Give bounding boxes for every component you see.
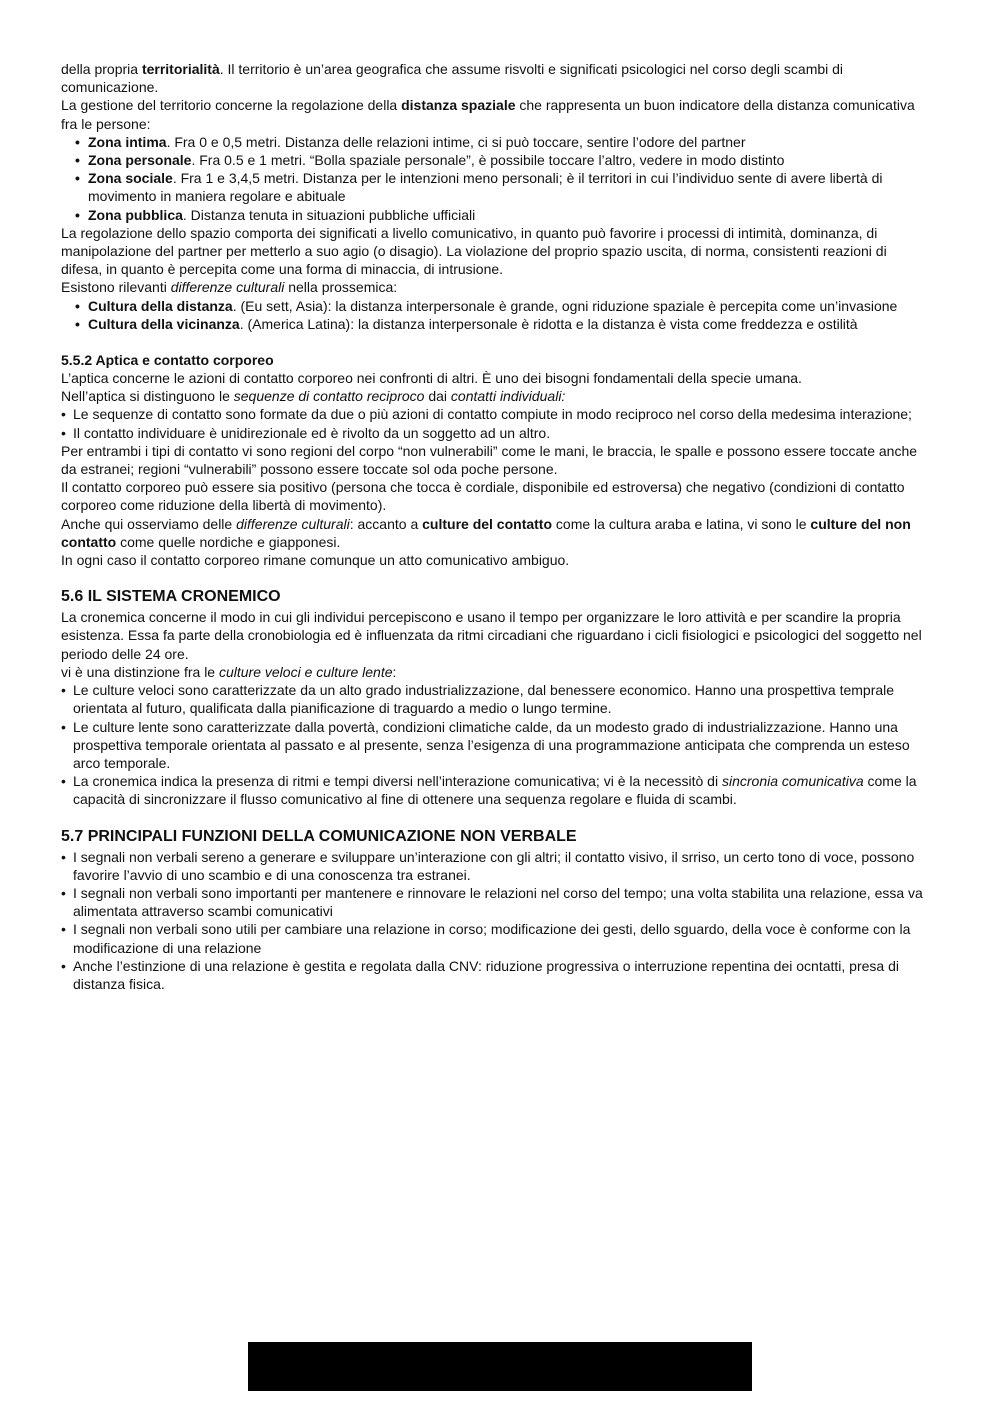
paragraph-space-regulation: La regolazione dello spazio comporta dei significati a livello comunicativo, in quanto può favorire i processi di intimità, dominanza, di manipolazione del partner per metterlo a suo agio (o disagio). La violazione del proprio spazio uscita, di norma, consistenti reazioni di difesa, in quanto è percepita come una forma di minaccia, di intrusione. [61, 224, 887, 278]
document-page [61, 60, 931, 993]
list-item: • Anche l’estinzione di una relazione è gestita e regolata dalla CNV: riduzione progressiva o interruzione repentina dei ocntatti, presa di distanza fisica. [61, 957, 931, 993]
list-item: • I segnali non verbali sereno a generare e sviluppare un’interazione con gli altri; il contatto visivo, il srriso, un certo tono di voce, possono favorire l’avvio di uno scambio e di una conoscenza tra estranei. [61, 848, 931, 884]
functions-list [61, 848, 931, 994]
list-item-cultura-vicinanza: • Cultura della vicinanza. (America Latina): la distanza interpersonale è ridotta e la distanza è vista come freddezza e ostilità [61, 315, 931, 333]
paragraph-cronemica-intro: La cronemica concerne il modo in cui gli individui percepiscono e usano il tempo per organizzare le loro attività e per scandire la propria esistenza. Essa fa parte della cronobiologia ed è influenzata da ritmi circadiani che riguardano i cicli fisiologici e psicologici del soggetto nel periodo delle 24 ore. [61, 609, 922, 662]
paragraph-contact-cultures: Anche qui osserviamo delle differenze culturali: accanto a culture del contatto come la cultura araba e latina, vi sono le culture del non contatto come quelle nordiche e giapponesi. [61, 515, 911, 550]
zone-list [61, 133, 931, 224]
section-heading-5-5-2: 5.5.2 Aptica e contatto corporeo [61, 352, 274, 369]
list-item: • La cronemica indica la presenza di ritmi e tempi diversi nell’interazione comunicativa; vi è la necessitò di sincronia comunicativa come la capacità di sincronizzare il flusso comunicativo al fine di ottenere una sequenza regolare e fluida di scambi. [61, 772, 931, 808]
paragraph-aptica-distinction: Nell’aptica si distinguono le sequenze di contatto reciproco dai contatti individuali: [61, 388, 566, 405]
list-item: • Le culture veloci sono caratterizzate da un alto grado industrializzazione, dal benessere economico. Hanno una prospettiva temprale orientata al futuro, qualificata dalla pianificazione di traguardo a medio o lungo termine. [61, 681, 931, 717]
list-item-zona-intima: • Zona intima. Fra 0 e 0,5 metri. Distanza delle relazioni intime, ci si può toccare, sentire l’odore del partner [61, 133, 931, 151]
list-item-zona-sociale: • Zona sociale. Fra 1 e 3,4,5 metri. Distanza per le intenzioni meno personali; è il territori in cui l’individuo sente di avere libertà di movimento in maniera regolare e abituale [61, 169, 931, 205]
culture-list [61, 297, 931, 333]
paragraph-contact-ambiguous: In ogni caso il contatto corporeo rimane comunque un atto comunicativo ambiguo. [61, 552, 570, 569]
list-item: • I segnali non verbali sono utili per cambiare una relazione in corso; modificazione dei gesti, dello sguardo, della voce è conforme con la modificazione di una relazione [61, 920, 931, 956]
contact-list [61, 405, 931, 441]
paragraph-body-regions: Per entrambi i tipi di contatto vi sono regioni del corpo “non vulnerabili” come le mani, le braccia, le spalle e possono essere toccate anche da estranei; regioni “vulnerabili” possono essere toccate sol oda poche persone. [61, 442, 918, 478]
section-heading-5-6: 5.6 IL SISTEMA CRONEMICO [61, 588, 281, 606]
list-item-zona-personale: • Zona personale. Fra 0.5 e 1 metri. “Bolla spaziale personale”, è possibile toccare l’altro, vedere in modo distinto [61, 151, 931, 169]
footer-black-bar [248, 1342, 752, 1391]
cronemica-list [61, 681, 931, 808]
list-item-zona-pubblica: • Zona pubblica. Distanza tenuta in situazioni pubbliche ufficiali [61, 206, 931, 224]
list-item: • Le culture lente sono caratterizzate dalla povertà, condizioni climatiche calde, da un modesto grado di industrializzazione. Hanno una prospettiva temporale orientata al passato e al presente, senza l’esigenza di una programmazione anticipata che comprenda un esteso arco temporale. [61, 718, 931, 773]
paragraph-territoriality: della propria territorialità. Il territorio è un’area geografica che assume risvolti e significati psicologici nel corso degli scambi di comunicazione. [61, 61, 844, 96]
list-item-cultura-distanza: • Cultura della distanza. (Eu sett, Asia): la distanza interpersonale è grande, ogni riduzione spaziale è percepita come un’invasione [61, 297, 931, 315]
paragraph-contact-valence: Il contatto corporeo può essere sia positivo (persona che tocca è cordiale, disponibile ed estroversa) che negativo (condizioni di contatto corporeo come riduzione della libertà di movimento). [61, 479, 905, 514]
list-item: • I segnali non verbali sono importanti per mantenere e rinnovare le relazioni nel corso del tempo; una volta stabilita una relazione, essa va alimentata attraverso scambi comunicativi [61, 884, 931, 920]
paragraph-cultural-differences: Esistono rilevanti differenze culturali nella prossemica: [61, 279, 398, 296]
paragraph-spatial-distance: La gestione del territorio concerne la regolazione della distanza spaziale che rappresenta un buon indicatore della distanza comunicativa fra le persone: [61, 97, 915, 132]
section-heading-5-7: 5.7 PRINCIPALI FUNZIONI DELLA COMUNICAZIONE NON VERBALE [61, 827, 577, 845]
list-item: • Il contatto individuare è unidirezionale ed è rivolto da un soggetto ad un altro. [61, 424, 931, 442]
paragraph-aptica-intro: L’aptica concerne le azioni di contatto corporeo nei confronti di altri. È uno dei bisogni fondamentali della specie umana. [61, 370, 802, 387]
list-item: • Le sequenze di contatto sono formate da due o più azioni di contatto compiute in modo reciproco nel corso della medesima interazione; [61, 405, 931, 423]
paragraph-cronemica-distinction: vi è una distinzione fra le culture veloci e culture lente: [61, 663, 397, 680]
